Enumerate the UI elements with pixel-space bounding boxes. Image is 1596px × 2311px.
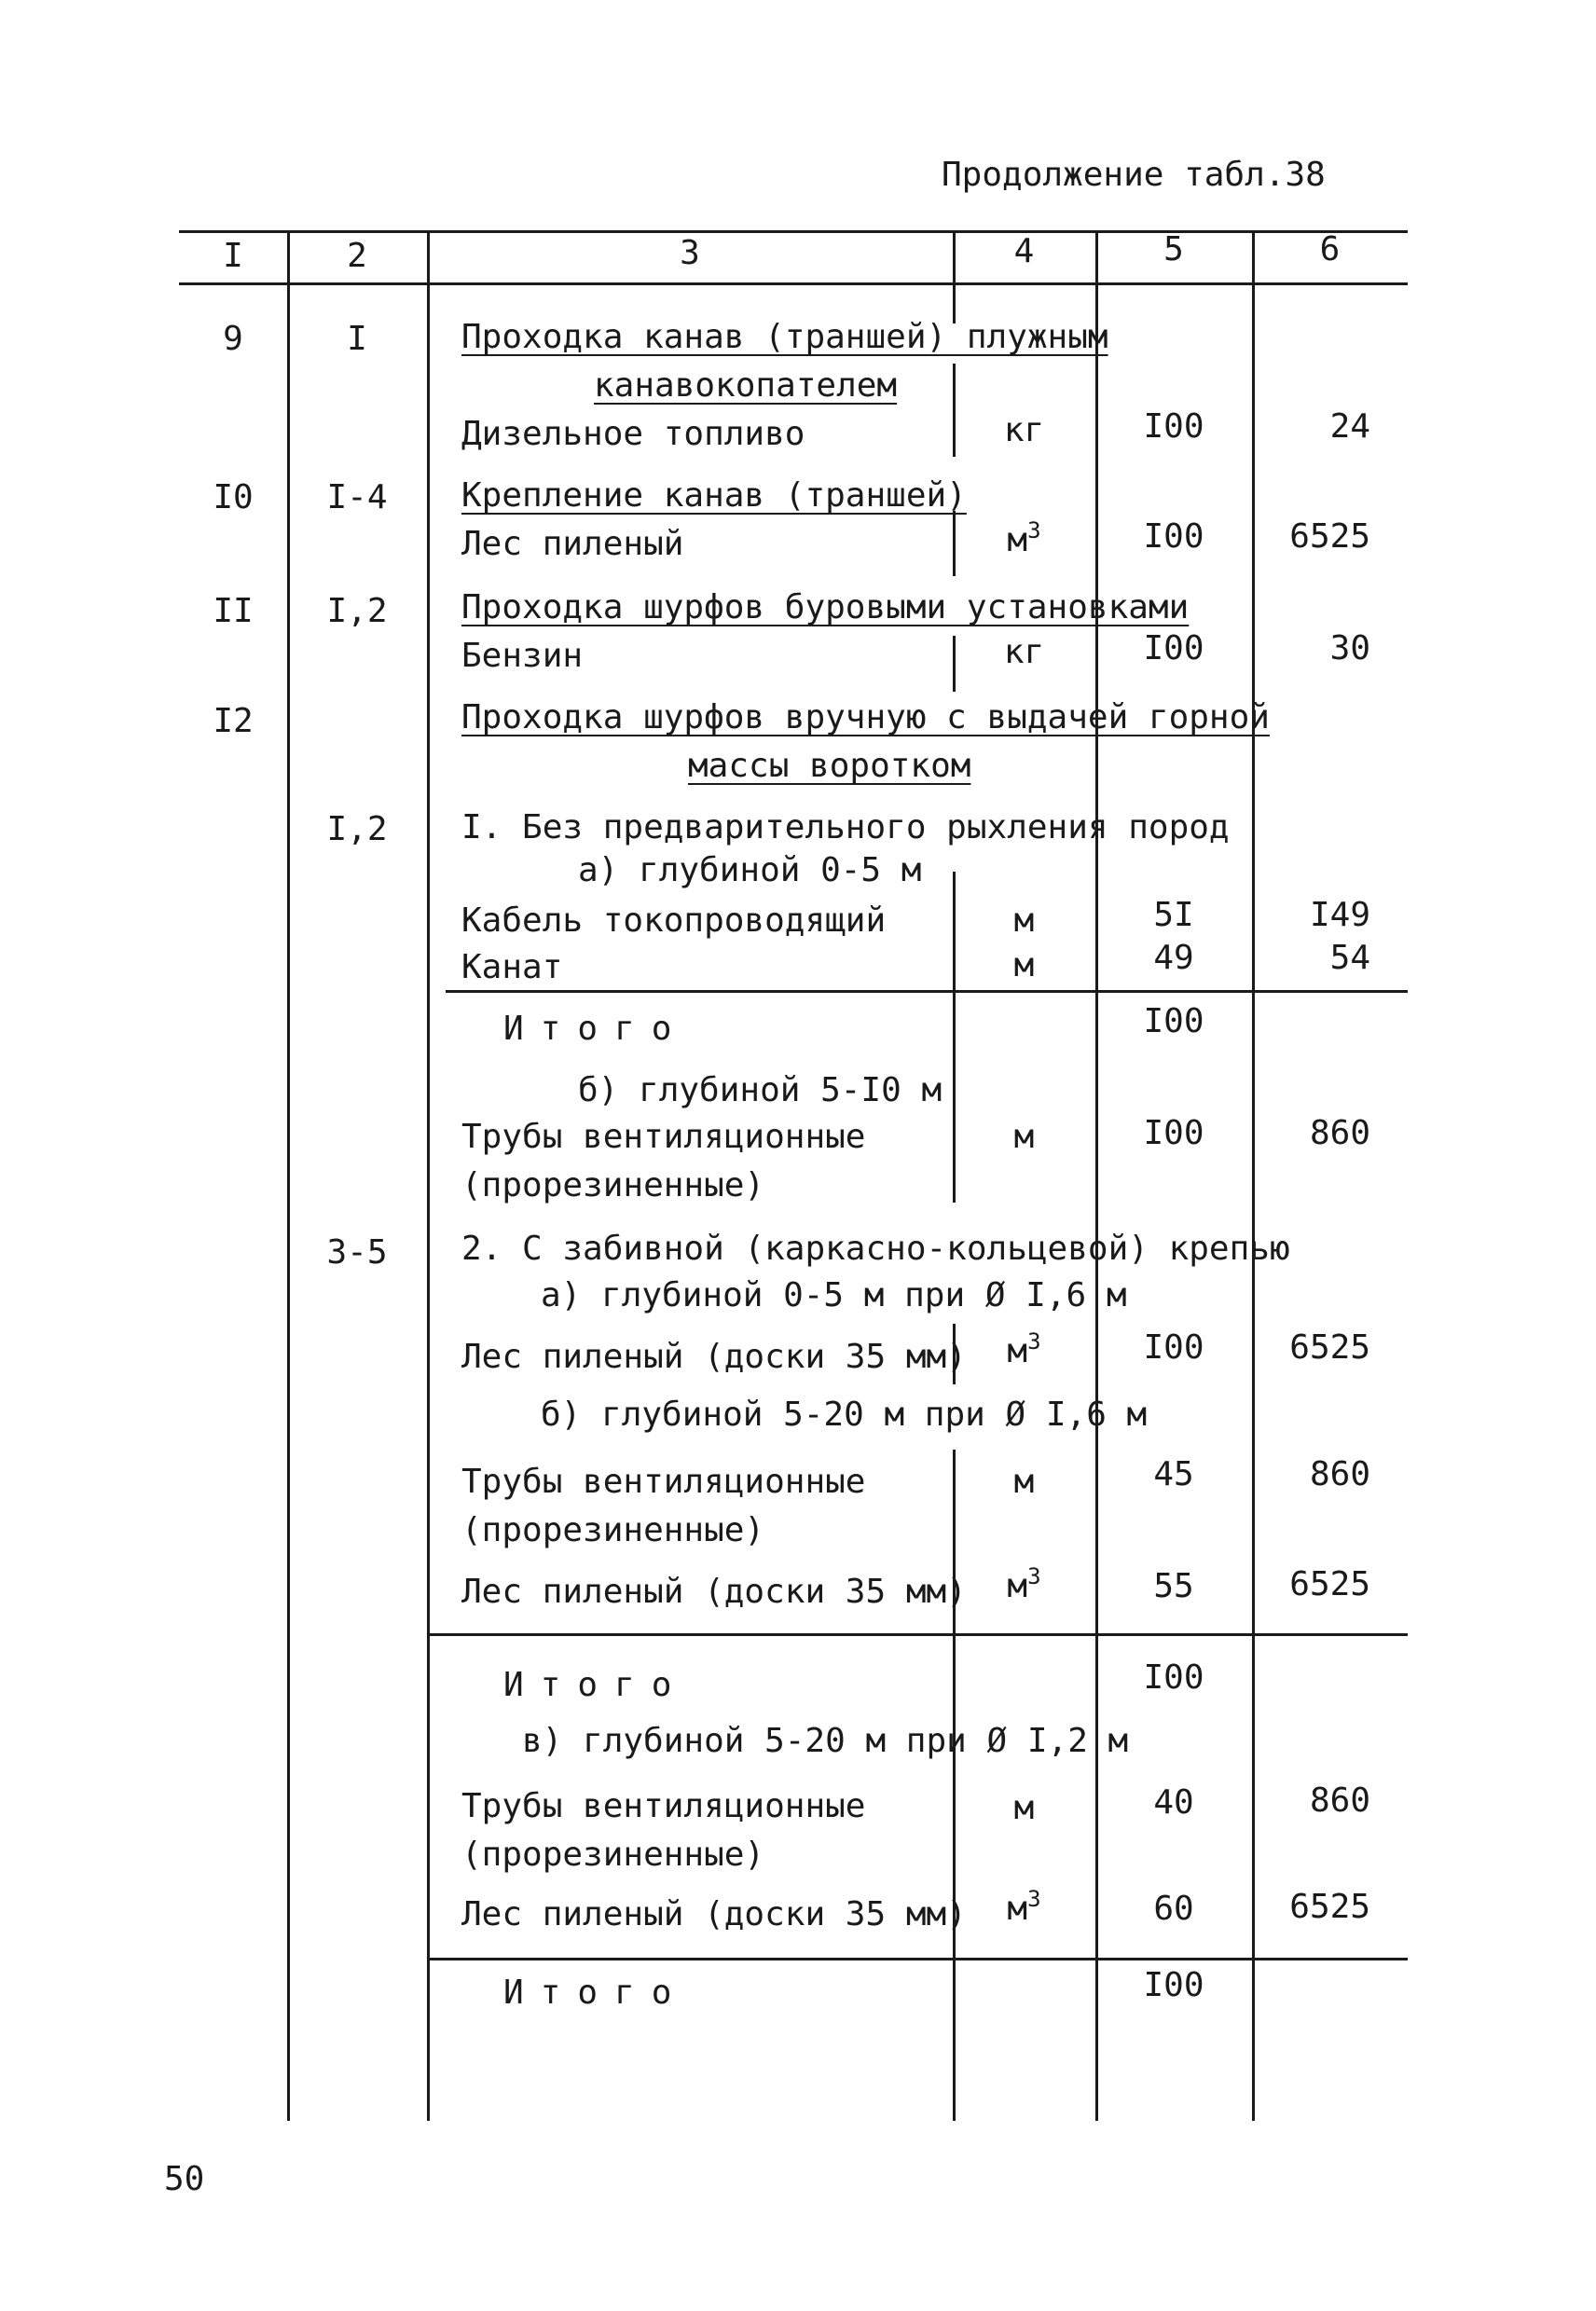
row-ref: I [347,320,367,358]
subsection-heading: 2. С забивной (каркасно-кольцевой) крепью [461,1230,1290,1268]
table-caption: Продолжение табл.38 [942,156,1326,194]
resource-name: Лес пиленый (доски 35 мм) [461,1338,967,1376]
col-divider-3-seg [953,1636,956,1785]
section-title: массы воротком [688,747,971,785]
subtotal-rule-1 [446,990,1408,993]
resource-name: Лес пиленый (доски 35 мм) [461,1573,967,1611]
section-title: Проходка шурфов вручную с выдачей горной [461,698,1270,736]
resource-name-cont: (прорезиненные) [461,1511,765,1549]
row-ref: I,2 [326,592,388,630]
total-label: Итого [503,1666,689,1704]
col5-value: I00 [1143,1328,1204,1367]
col-divider-3-seg [953,1781,956,2121]
section-title: Проходка шурфов буровыми установками [461,588,1190,626]
resource-name: Трубы вентиляционные [461,1118,866,1156]
col6-value: 6525 [1289,1565,1370,1603]
col6-value: 860 [1309,1781,1370,1820]
col5-value: 49 [1153,939,1194,977]
resource-name: Канат [461,948,563,986]
header-col-1: I [223,237,243,275]
row-ref: I,2 [326,810,388,848]
unit: м [1013,1118,1035,1156]
resource-name: Лес пиленый [461,525,684,563]
unit-base: м [1007,521,1028,559]
unit-base: м [1007,1890,1028,1928]
unit-superscript: 3 [1027,1328,1041,1355]
col5-value: I00 [1143,1658,1204,1697]
row-number: I2 [213,702,254,740]
col5-value: I00 [1143,517,1204,556]
header-col-5: 5 [1163,230,1184,268]
col5-value: I00 [1143,1114,1204,1152]
resource-name: Трубы вентиляционные [461,1463,866,1501]
section-title: Проходка канав (траншей) плужным [461,318,1108,356]
unit: кг [1003,411,1045,449]
resource-name-cont: (прорезиненные) [461,1166,765,1204]
col-divider-2 [427,230,430,2121]
depth-label: б) глубиной 5-20 м при Ø I,6 м [541,1396,1148,1434]
unit-superscript: 3 [1027,517,1041,543]
row-number: I0 [213,478,254,516]
col5-value: 60 [1153,1890,1194,1928]
unit [953,1328,1095,1370]
unit-superscript: 3 [1027,1886,1041,1912]
resource-name: Кабель токопроводящий [461,901,887,940]
row-number: II [213,592,254,630]
section-title: канавокопателем [594,366,898,405]
col6-value: 6525 [1289,517,1370,556]
col6-value: I49 [1309,896,1370,934]
depth-label: в) глубиной 5-20 м при Ø I,2 м [522,1722,1129,1760]
unit: м [1013,901,1035,940]
col6-value: 860 [1309,1455,1370,1493]
col5-value: I00 [1143,1966,1204,2004]
unit-base: м [1007,1567,1028,1605]
header-col-2: 2 [347,237,367,275]
page-number: 50 [164,2160,205,2198]
depth-label: а) глубиной 0-5 м [578,851,922,889]
unit-base: м [1007,1332,1028,1370]
depth-label: а) глубиной 0-5 м при Ø I,6 м [541,1276,1127,1314]
header-col-6: 6 [1319,230,1341,268]
total-label: Итого [503,1010,689,1048]
unit: м [1013,1789,1035,1827]
unit [953,1563,1095,1605]
col5-value: I00 [1143,407,1204,446]
unit: кг [1003,633,1045,671]
col6-value: 6525 [1289,1888,1370,1926]
subsection-heading: I. Без предварительного рыхления пород [461,808,1230,846]
col5-value: 5I [1153,896,1194,934]
col6-value: 24 [1329,407,1370,446]
resource-name: Лес пиленый (доски 35 мм) [461,1895,967,1933]
header-col-4: 4 [1013,232,1035,270]
header-col-3: 3 [680,234,700,272]
subtotal-rule-3 [427,1958,1408,1960]
col6-value: 30 [1329,629,1370,667]
col5-value: 40 [1153,1783,1194,1822]
subtotal-rule-2 [427,1633,1408,1636]
resource-name: Трубы вентиляционные [461,1787,866,1825]
row-ref: 3-5 [326,1233,388,1272]
total-label: Итого [503,1974,689,2012]
resource-name-cont: (прорезиненные) [461,1836,765,1874]
unit [953,517,1095,559]
col6-value: 54 [1329,939,1370,977]
depth-label: б) глубиной 5-I0 м [578,1071,942,1109]
col-divider-5 [1252,230,1255,2121]
unit-superscript: 3 [1027,1563,1041,1589]
col-divider-4 [1095,230,1098,2121]
col6-value: 860 [1309,1114,1370,1152]
unit: м [1013,1463,1035,1501]
section-title: Крепление канав (траншей) [461,476,967,515]
resource-name: Дизельное топливо [461,415,805,453]
row-ref: I-4 [326,478,388,516]
col5-value: 55 [1153,1567,1194,1605]
row-number: 9 [223,320,243,358]
col6-value: 6525 [1289,1328,1370,1367]
unit: м [1013,946,1035,984]
resource-name: Бензин [461,637,584,675]
col5-value: 45 [1153,1455,1194,1493]
col5-value: I00 [1143,629,1204,667]
unit [953,1886,1095,1928]
header-bottom-rule [179,282,1408,285]
col5-value: I00 [1143,1002,1204,1040]
